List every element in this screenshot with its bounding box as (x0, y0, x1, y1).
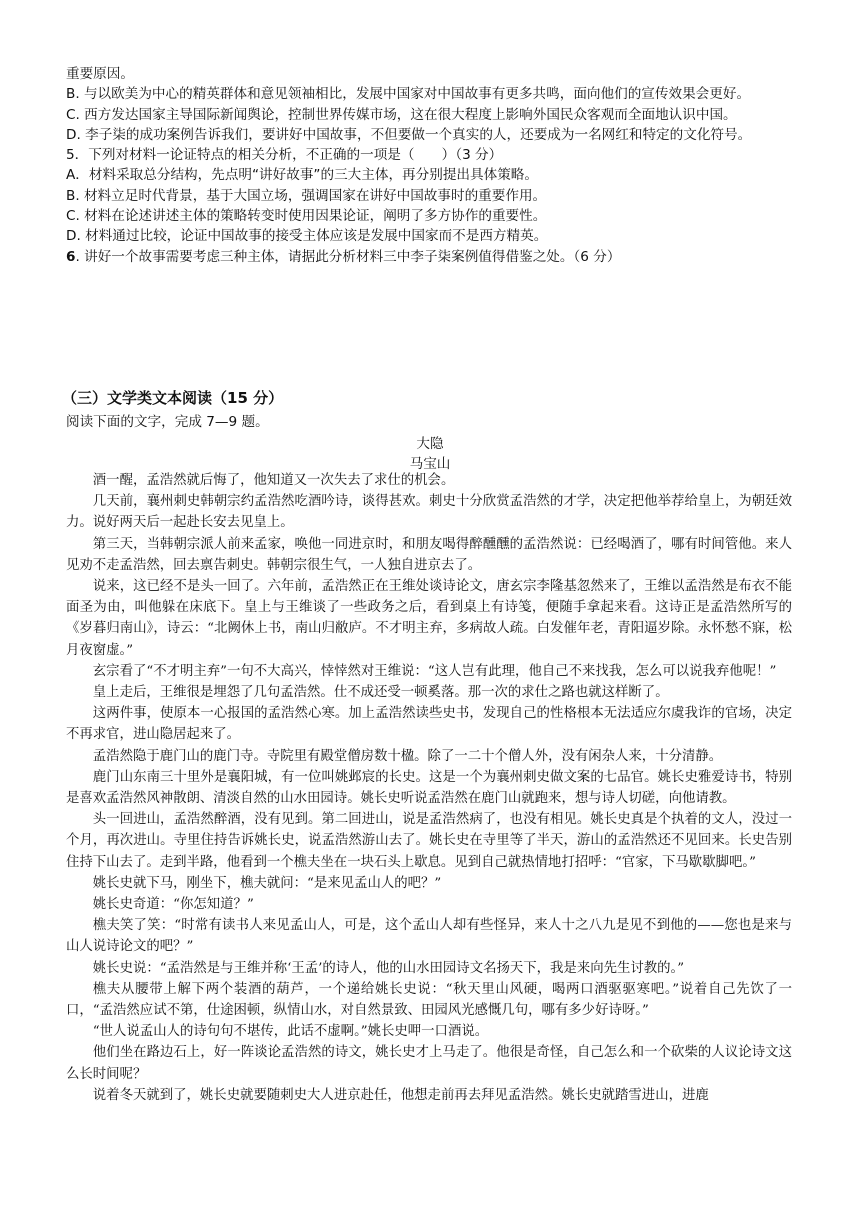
question-5-option-c: C. 材料在论述讲述主体的策略转变时使用因果论证，阐明了多方协作的重要性。 (66, 208, 547, 225)
story-paragraph: 皇上走后，王维很是埋怨了几句孟浩然。仕不成还受一顿奚落。那一次的求仕之路也就这样断了。 (92, 685, 669, 701)
question-6-number: 6 (66, 248, 76, 265)
story-paragraph: 孟浩然隐于鹿门山的鹿门寺。寺院里有殿堂僧房数十楹。除了一二十个僧人外，没有闲杂人来，十分清静。 (92, 748, 723, 764)
story-paragraph: 樵夫笑了笑：“时常有读书人来见孟山人，可是，这个孟山人却有些怪异，来人十之八九是见不到他的——您也是来与山人说诗论文的吧？” (66, 918, 792, 955)
question-5: 5．下列对材料一论证特点的相关分析，不正确的一项是（ ）（3 分） (66, 147, 503, 164)
section-intro: 阅读下面的文字，完成 7—9 题。 (66, 414, 269, 430)
story-paragraph: 樵夫从腰带上解下两个装酒的葫芦，一个递给姚长史说：“秋天里山风硬，喝两口酒驱驱寒吧。”说着自己先饮了一口，“孟浩然应试不第，仕途困顿，纵情山水，对自然景致、田园风光感慨几句，哪有多少好诗呀。” (66, 981, 792, 1019)
story-paragraph: 第三天，当韩朝宗派人前来孟家，唤他一同进京时，和朋友喝得醉醺醺的孟浩然说：已经喝酒了，哪有时间管他。来人见劝不走孟浩然，回去禀告刺史。韩朝宗很生气，一人独自进京去了。 (66, 536, 792, 573)
story-body (66, 470, 792, 1106)
story-paragraph: 这两件事，使原本一心报国的孟浩然心寒。加上孟浩然读些史书，发现自己的性格根本无法适应尔虞我诈的官场，决定不再求官，进山隐居起来了。 (66, 706, 792, 743)
question-6-text: . 讲好一个故事需要考虑三种主体，请据此分析材料三中李子柒案例值得借鉴之处。（6 分） (75, 248, 621, 265)
story-author: 马宝山 (409, 456, 451, 472)
question-5-option-b: B. 材料立足时代背景，基于大国立场，强调国家在讲好中国故事时的重要作用。 (66, 187, 547, 204)
question-block (66, 64, 796, 267)
question-5-option-a: A．材料采取总分结构，先点明“讲好故事”的三大主体，再分别提出具体策略。 (66, 167, 538, 184)
text-line: 重要原因。 (66, 66, 134, 82)
story-paragraph: “世人说孟山人的诗句句不堪传，此话不虚啊。”姚长史呷一口酒说。 (92, 1024, 489, 1040)
story-paragraph: 酒一醒，孟浩然就后悔了，他知道又一次失去了求仕的机会。 (92, 473, 455, 488)
question-5-option-d: D. 材料通过比较，论证中国故事的接受主体应该是发展中国家而不是西方精英。 (66, 228, 548, 245)
story-paragraph: 姚长史奇道：“你怎知道？” (92, 897, 254, 913)
option-c: C. 西方发达国家主导国际新闻舆论，控制世界传媒市场，这在很大程度上影响外国民众客观而全面地认识中国。 (66, 106, 737, 123)
story-paragraph: 说来，这已经不是头一回了。六年前，孟浩然正在王维处谈诗论文，唐玄宗李隆基忽然来了，王维以孟浩然是布衣不能面圣为由，叫他躲在床底下。皇上与王维谈了一些政务之后，看到桌上有诗笺，便随手拿起来看。这诗正是孟浩然所写的《岁暮归南山》，诗云：“北阙休上书，南山归敝庐。不才明主弃，多病故人疏。白发催年老，青阳逼岁除。永怀愁不寐，松月夜窗虚。” (66, 579, 792, 658)
story-paragraph: 头一回进山，孟浩然醉酒，没有见到。第二回进山，说是孟浩然病了，也没有相见。姚长史真是个执着的文人，没过一个月，再次进山。寺里住持告诉姚长史，说孟浩然游山去了。姚长史在寺里等了半天，游山的孟浩然还不见回来。长史告别住持下山去了。走到半路，他看到一个樵夫坐在一块石头上歇息。见到自己就热情地打招呼：“官家，下马歇歇脚吧。” (66, 812, 792, 870)
story-paragraph: 姚长史说：“孟浩然是与王维并称‘王孟’的诗人，他的山水田园诗文名扬天下，我是来向先生讨教的。” (92, 960, 685, 976)
option-d: D. 李子柒的成功案例告诉我们，要讲好中国故事，不但要做一个真实的人，还要成为一名网红和特定的文化符号。 (66, 126, 752, 143)
story-paragraph: 鹿门山东南三十里外是襄阳城，有一位叫姚邺宸的长史。这是一个为襄州刺史做文案的七品官。姚长史雅爱诗书，特别是喜欢孟浩然风神散朗、清淡自然的山水田园诗。姚长史听说孟浩然在鹿门山就跑来，想与诗人切磋，向他请教。 (66, 769, 792, 807)
question-6 (66, 247, 796, 267)
story-paragraph: 他们坐在路边石上，好一阵谈论孟浩然的诗文，姚长史才上马走了。他很是奇怪，自己怎么和一个砍柴的人议论诗文这么长时间呢？ (66, 1045, 792, 1082)
story-paragraph: 玄宗看了“不才明主弃”一句不大高兴，悻悻然对王维说：“这人岂有此理，他自己不来找我，怎么可以说我弃他呢！” (92, 663, 777, 679)
option-b: B. 与以欧美为中心的精英群体和意见领袖相比，发展中国家对中国故事有更多共鸣，面向他们的宣传效果会更好。 (66, 86, 751, 103)
story-paragraph: 几天前，襄州刺史韩朝宗约孟浩然吃酒吟诗，谈得甚欢。刺史十分欣赏孟浩然的才学，决定把他举荐给皇上，为朝廷效力。说好两天后一起赴长安去见皇上。 (66, 494, 792, 531)
story-title: 大隐 (416, 436, 444, 452)
story-paragraph: 姚长史就下马，刚坐下，樵夫就问：“是来见孟山人的吧？” (92, 875, 442, 891)
section-title: （三）文学类文本阅读（15 分） (62, 389, 284, 407)
story-paragraph: 说着冬天就到了，姚长史就要随刺史大人进京赴任，他想走前再去拜见孟浩然。姚长史就踏雪进山，进鹿 (92, 1087, 709, 1103)
